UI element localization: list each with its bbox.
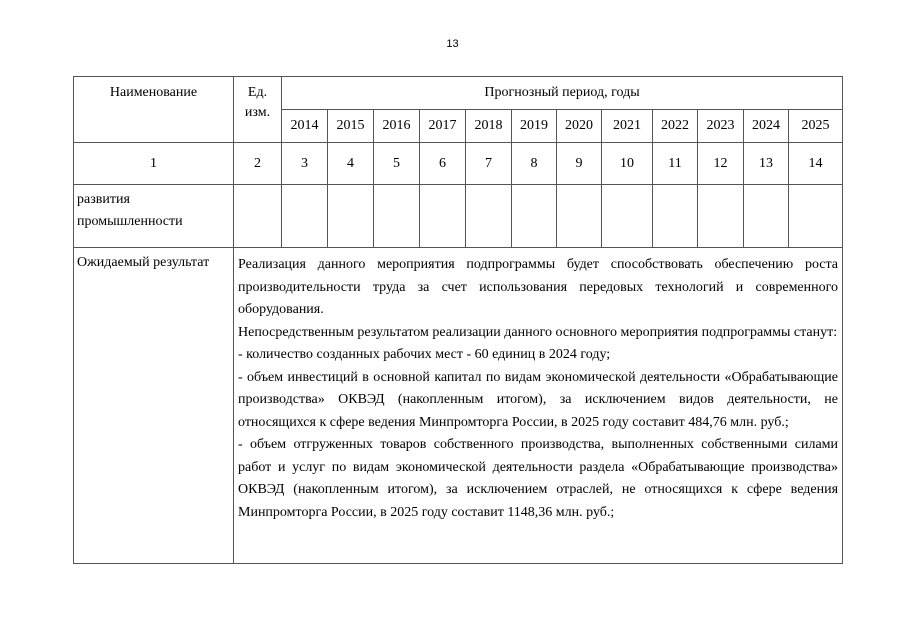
empty-cell (653, 185, 698, 248)
industry-label-line2: промышленности (77, 214, 183, 229)
year-cell: 2015 (328, 110, 374, 143)
header-row-1 (74, 77, 843, 110)
column-number-cell: 12 (698, 143, 744, 185)
result-paragraph: - объем инвестиций в основной капитал по видам экономической деятельности «Обрабатывающие производства» ОКВЭД (накопленным итогом), за исключением видов деятельности, не относящихся к сфере ведения Минпромторга России, в 2025 году составит 484,76 млн. руб.; (238, 369, 839, 430)
header-unit-line2: изм. (244, 105, 271, 120)
column-number-cell: 6 (420, 143, 466, 185)
header-period: Прогнозный период, годы (282, 77, 843, 110)
year-cell: 2014 (282, 110, 328, 143)
empty-cell (789, 185, 843, 248)
empty-cell (234, 185, 282, 248)
expected-result-row (74, 248, 843, 564)
page-number: 13 (446, 38, 459, 50)
header-unit-line1: Ед. (247, 85, 268, 100)
result-paragraph: - количество созданных рабочих мест - 60 единиц в 2024 году; (238, 347, 611, 362)
column-numbers-row (74, 143, 843, 185)
empty-cell (420, 185, 466, 248)
empty-cell (512, 185, 557, 248)
header-unit (234, 77, 282, 143)
column-number-cell: 5 (374, 143, 420, 185)
industry-label-line1: развития (77, 192, 130, 207)
year-cell: 2018 (466, 110, 512, 143)
year-cell: 2019 (512, 110, 557, 143)
column-number-cell: 10 (602, 143, 653, 185)
year-cell: 2017 (420, 110, 466, 143)
empty-cell (328, 185, 374, 248)
year-cell: 2022 (653, 110, 698, 143)
empty-cell (602, 185, 653, 248)
column-number-cell: 1 (74, 143, 234, 185)
result-paragraph: Реализация данного мероприятия подпрограммы будет способствовать обеспечению роста производительности труда за счет использования передовых технологий и современного оборудования. (238, 257, 839, 317)
year-cell: 2023 (698, 110, 744, 143)
empty-cell (282, 185, 328, 248)
empty-cell (374, 185, 420, 248)
empty-cell (466, 185, 512, 248)
empty-cell (744, 185, 789, 248)
industry-label (74, 185, 234, 248)
forecast-table (73, 76, 843, 564)
column-number-cell: 3 (282, 143, 328, 185)
expected-result-description (234, 248, 843, 564)
year-cell: 2016 (374, 110, 420, 143)
column-number-cell: 13 (744, 143, 789, 185)
year-cell: 2025 (789, 110, 843, 143)
column-number-cell: 7 (466, 143, 512, 185)
empty-cell (557, 185, 602, 248)
column-number-cell: 14 (789, 143, 843, 185)
column-number-cell: 2 (234, 143, 282, 185)
header-name: Наименование (74, 77, 234, 143)
column-number-cell: 9 (557, 143, 602, 185)
year-cell: 2020 (557, 110, 602, 143)
industry-row (74, 185, 843, 248)
year-cell: 2021 (602, 110, 653, 143)
expected-result-label: Ожидаемый результат (74, 248, 234, 564)
column-number-cell: 4 (328, 143, 374, 185)
empty-cell (698, 185, 744, 248)
column-number-cell: 11 (653, 143, 698, 185)
result-paragraph: - объем отгруженных товаров собственного производства, выполненных собственными силами работ и услуг по видам экономической деятельности раздела «Обрабатывающие производства» ОКВЭД (накопленным итогом), за исключением отраслей, не относящихся к сфере ведения Минпромторга России, в 2025 году составит 1148,36 млн. руб.; (238, 437, 839, 520)
column-number-cell: 8 (512, 143, 557, 185)
year-cell: 2024 (744, 110, 789, 143)
result-paragraph: Непосредственным результатом реализации данного основного мероприятия подпрограммы станут: (238, 324, 838, 340)
